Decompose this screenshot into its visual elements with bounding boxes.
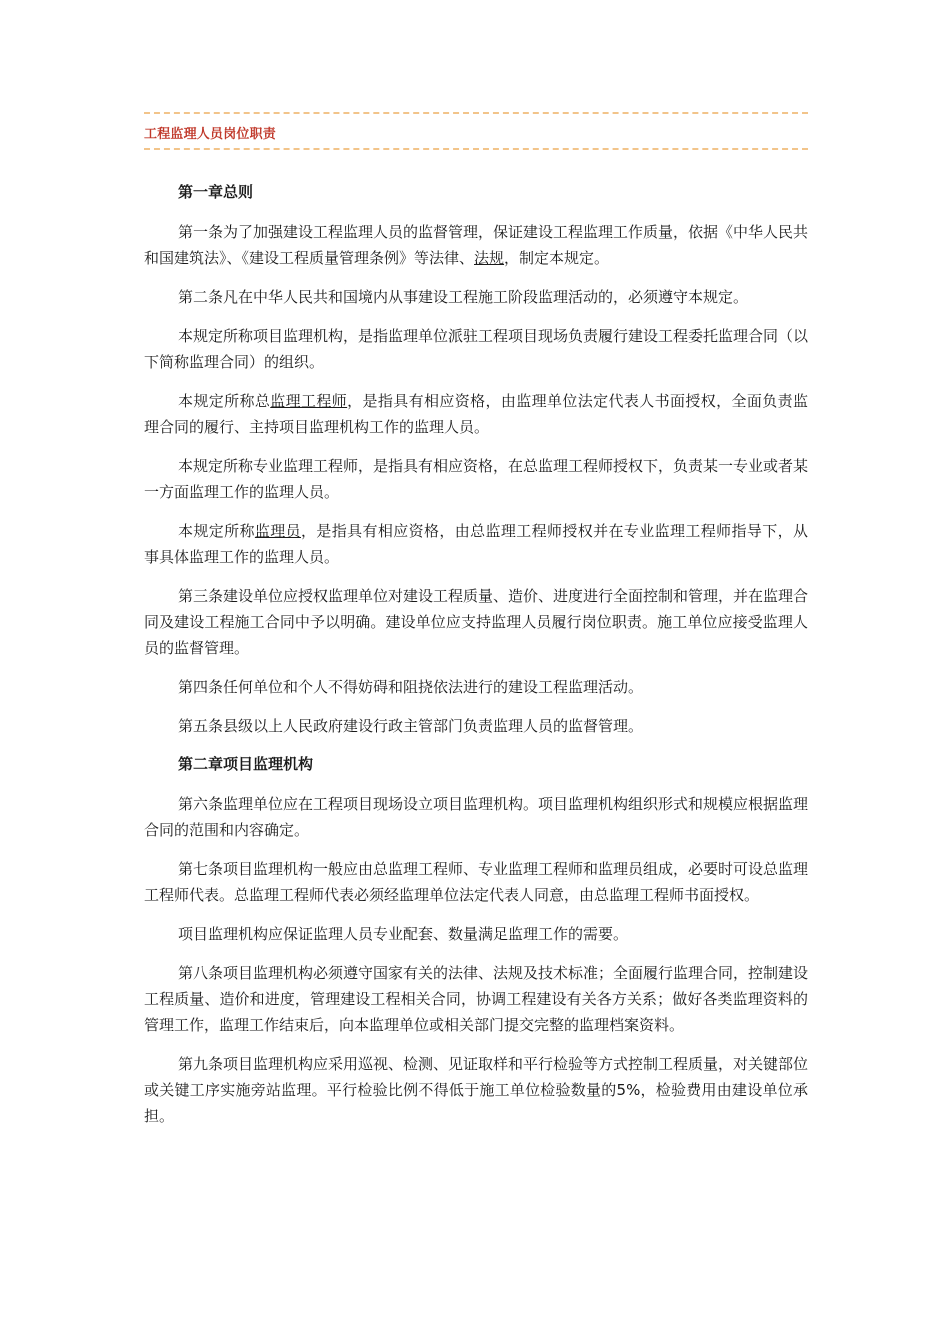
definition-chief-engineer bbox=[144, 388, 808, 440]
link-supervision-engineer[interactable]: 监理工程师 bbox=[270, 392, 348, 410]
article-5: 第五条县级以上人民政府建设行政主管部门负责监理人员的监督管理。 bbox=[178, 717, 644, 735]
link-regulations[interactable]: 法规 bbox=[474, 249, 505, 267]
article-1 bbox=[144, 219, 808, 271]
definition-project-institution: 本规定所称项目监理机构，是指监理单位派驻工程项目现场负责履行建设工程委托监理合同（以下简称监理合同）的组织。 bbox=[144, 327, 809, 371]
definition-supervisor bbox=[144, 518, 808, 570]
article-1-text-end: ，制定本规定。 bbox=[504, 249, 610, 267]
article-4: 第四条任何单位和个人不得妨碍和阻挠依法进行的建设工程监理活动。 bbox=[178, 678, 644, 696]
article-2: 第二条凡在中华人民共和国境内从事建设工程施工阶段监理活动的，必须遵守本规定。 bbox=[178, 288, 749, 306]
definition-chief-text-end: ，是指具有相应资格，由监理单位法定代表人书面授权，全面负责监理合同的履行、主持项目监理机构工作的监理人员。 bbox=[144, 392, 808, 436]
article-7: 第七条项目监理机构一般应由总监理工程师、专业监理工程师和监理员组成，必要时可设总监理工程师代表。总监理工程师代表必须经监理单位法定代表人同意，由总监理工程师书面授权。 bbox=[144, 860, 809, 904]
header-bottom-rule bbox=[144, 148, 808, 150]
definition-specialist-engineer: 本规定所称专业监理工程师，是指具有相应资格，在总监理工程师授权下，负责某一专业或者某一方面监理工作的监理人员。 bbox=[144, 457, 809, 501]
staffing-requirement: 项目监理机构应保证监理人员专业配套、数量满足监理工作的需要。 bbox=[178, 925, 629, 943]
chapter-2-heading: 第二章项目监理机构 bbox=[178, 755, 314, 773]
definition-chief-text: 本规定所称总 bbox=[178, 392, 271, 410]
article-8: 第八条项目监理机构必须遵守国家有关的法律、法规及技术标准；全面履行监理合同，控制建设工程质量、造价和进度，管理建设工程相关合同，协调工程建设有关各方关系；做好各类监理资料的管理工作，监理工作结束后，向本监理单位或相关部门提交完整的监理档案资料。 bbox=[144, 964, 809, 1034]
article-1-text: 第一条为了加强建设工程监理人员的监督管理，保证建设工程监理工作质量，依据《中华人民共和国建筑法》、《建设工程质量管理条例》等法律、 bbox=[144, 223, 809, 267]
article-9: 第九条项目监理机构应采用巡视、检测、见证取样和平行检验等方式控制工程质量，对关键部位或关键工序实施旁站监理。平行检验比例不得低于施工单位检验数量的5%，检验费用由建设单位承担。 bbox=[144, 1055, 809, 1125]
article-3: 第三条建设单位应授权监理单位对建设工程质量、造价、进度进行全面控制和管理，并在监理合同及建设工程施工合同中予以明确。建设单位应支持监理人员履行岗位职责。施工单位应接受监理人员的监督管理。 bbox=[144, 587, 809, 657]
article-6: 第六条监理单位应在工程项目现场设立项目监理机构。项目监理机构组织形式和规模应根据监理合同的范围和内容确定。 bbox=[144, 795, 809, 839]
document-body bbox=[144, 180, 808, 1129]
definition-supervisor-text: 本规定所称 bbox=[178, 522, 255, 540]
link-supervisor[interactable]: 监理员 bbox=[254, 522, 301, 540]
definition-supervisor-text-end: ，是指具有相应资格，由总监理工程师授权并在专业监理工程师指导下，从事具体监理工作的监理人员。 bbox=[144, 522, 808, 566]
document-title: 工程监理人员岗位职责 bbox=[144, 127, 277, 142]
document-page bbox=[144, 112, 808, 1142]
chapter-1-heading: 第一章总则 bbox=[178, 183, 254, 201]
